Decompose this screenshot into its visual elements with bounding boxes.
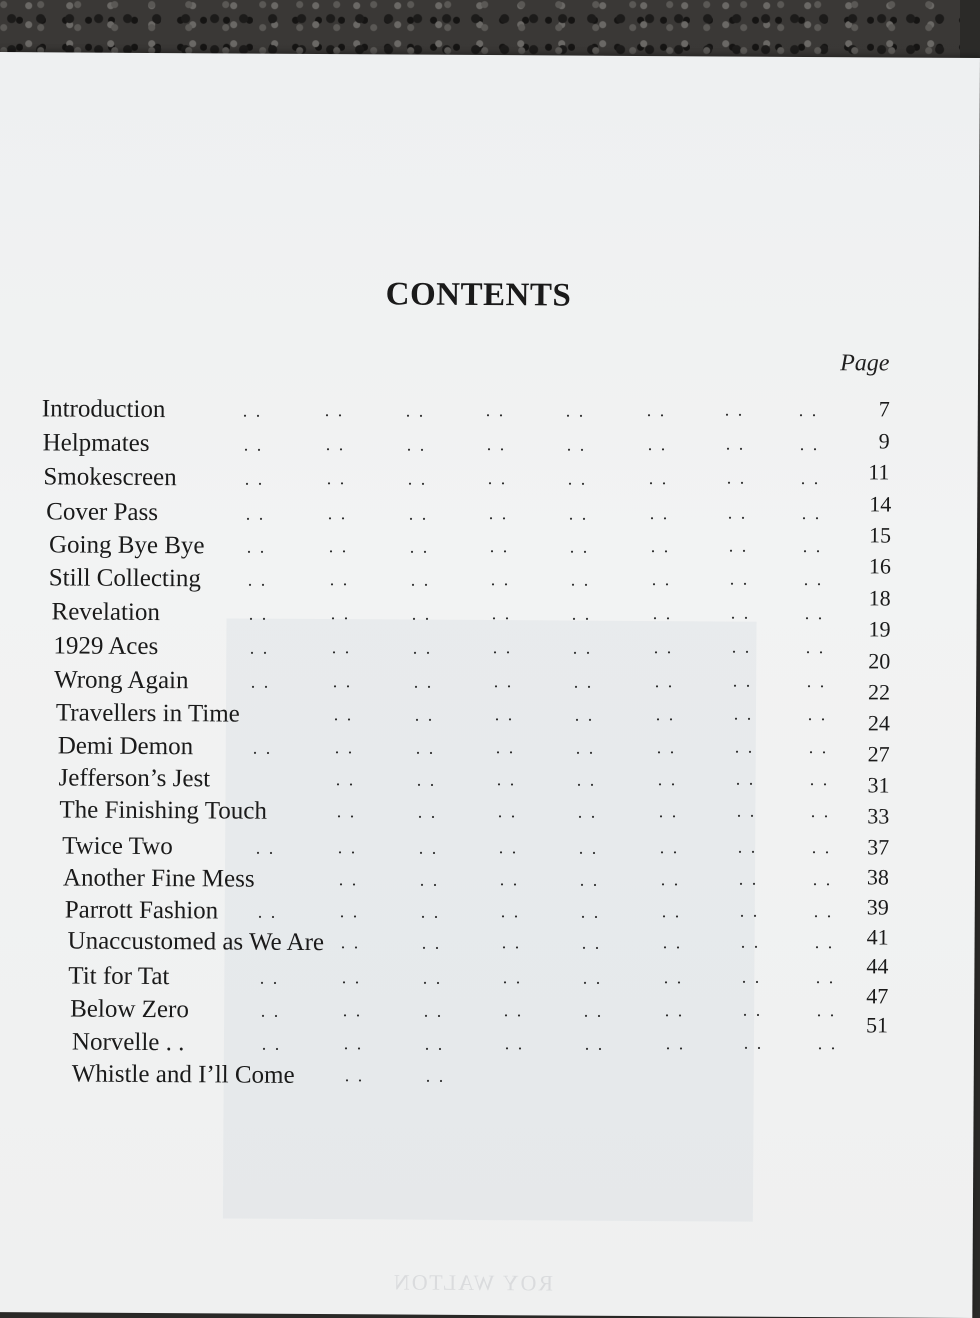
- dot-leader: . .: [248, 603, 269, 624]
- contents-entry-title: Smokescreen: [43, 463, 177, 492]
- dot-leader: . .: [805, 636, 826, 657]
- contents-page-number: 33: [867, 803, 890, 829]
- dot-leader: . .: [574, 704, 595, 725]
- dot-leader: . .: [247, 569, 268, 590]
- dot-leader: . .: [743, 1033, 764, 1054]
- dot-leader: . .: [582, 967, 603, 988]
- dot-leader: . .: [810, 800, 831, 821]
- contents-page-number: 47: [866, 983, 889, 1009]
- dot-leader: . .: [648, 468, 669, 489]
- contents-page-number: 19: [868, 616, 891, 642]
- dot-leader: . .: [569, 536, 590, 557]
- contents-page-number: 15: [868, 522, 892, 548]
- contents-entry-title: Introduction: [41, 395, 166, 424]
- dot-leader: . .: [815, 966, 836, 987]
- dot-leader: . .: [739, 900, 760, 922]
- dot-leader: . .: [727, 502, 748, 524]
- dot-leader: . .: [423, 1000, 444, 1021]
- dot-leader: . .: [500, 901, 521, 922]
- dot-leader: . .: [737, 836, 758, 858]
- dot-leader: . .: [568, 503, 589, 524]
- dot-leader: . .: [738, 868, 759, 890]
- dot-leader: . .: [647, 434, 668, 455]
- dot-leader: . .: [646, 400, 667, 421]
- dot-leader: . .: [807, 703, 828, 724]
- dot-leader: . .: [488, 503, 509, 524]
- dot-leader: . .: [498, 837, 519, 858]
- dot-leader: . .: [418, 837, 439, 858]
- dot-leader: . .: [663, 967, 684, 988]
- dot-leader: . .: [410, 569, 431, 590]
- dot-leader: . .: [576, 769, 597, 790]
- contents-entry-title: Another Fine Mess: [62, 864, 255, 893]
- dot-leader: . .: [334, 737, 355, 758]
- dot-leader: . .: [420, 901, 441, 922]
- dot-leader: . .: [724, 399, 745, 421]
- dot-leader: . .: [406, 434, 427, 455]
- dot-leader: . .: [259, 967, 280, 988]
- dot-leader: . .: [728, 535, 749, 557]
- dot-leader: . .: [419, 869, 440, 890]
- dot-leader: . .: [665, 1033, 686, 1054]
- dot-leader: . .: [417, 801, 438, 822]
- dot-leader: . .: [655, 704, 676, 725]
- dot-leader: . .: [257, 901, 278, 922]
- dot-leader: . .: [496, 769, 517, 790]
- contents-entry-title: Going Bye Bye: [48, 531, 205, 560]
- dot-leader: . .: [649, 503, 670, 524]
- contents-entry-title: Still Collecting: [48, 564, 201, 593]
- dot-leader: . .: [332, 671, 353, 692]
- contents-entry-title: Twice Two: [62, 832, 173, 861]
- contents-entry-title: Parrott Fashion: [64, 896, 219, 925]
- dot-leader: . .: [340, 932, 361, 953]
- dot-leader: . .: [801, 502, 822, 523]
- contents-page-number: 9: [878, 428, 890, 454]
- dot-leader: . .: [242, 400, 263, 421]
- dot-leader: . .: [489, 536, 510, 557]
- contents-entry-title: 1929 Aces: [53, 632, 159, 661]
- dot-leader: . .: [581, 932, 602, 953]
- contents-entry-title: Revelation: [51, 598, 160, 627]
- contents-entry-title: Jefferson’s Jest: [58, 764, 211, 793]
- contents-page-number: 51: [865, 1012, 889, 1038]
- dot-leader: . .: [579, 869, 600, 890]
- dot-leader: . .: [584, 1033, 605, 1054]
- dot-leader: . .: [415, 737, 436, 758]
- dot-leader: . .: [809, 768, 830, 789]
- dot-leader: . .: [577, 801, 598, 822]
- dot-leader: . .: [494, 704, 515, 725]
- dot-leader: . .: [817, 1032, 838, 1053]
- contents-entry-title: Demi Demon: [57, 732, 194, 761]
- dot-leader: . .: [260, 1000, 281, 1021]
- dot-leader: . .: [343, 1033, 364, 1054]
- dot-leader: . .: [740, 931, 761, 953]
- dot-leader: . .: [730, 602, 751, 624]
- contents-page-number: 24: [867, 710, 890, 736]
- dot-leader: . .: [732, 670, 753, 692]
- dot-leader: . .: [499, 869, 520, 890]
- contents-page-number: 39: [866, 894, 889, 920]
- dot-leader: . .: [658, 801, 679, 822]
- dot-leader: . .: [338, 869, 359, 890]
- dot-leader: . .: [325, 434, 346, 455]
- dot-leader: . .: [412, 637, 433, 658]
- contents-page-number: 31: [867, 772, 890, 798]
- dot-leader: . .: [408, 503, 429, 524]
- dot-leader: . .: [741, 967, 762, 988]
- bleed-through-text: ROY WALTON: [391, 1269, 554, 1296]
- dot-leader: . .: [243, 434, 264, 455]
- dot-leader: . .: [578, 837, 599, 858]
- dot-leader: . .: [806, 670, 827, 691]
- dot-leader: . .: [733, 703, 754, 725]
- dot-leader: . .: [333, 704, 354, 725]
- dot-leader: . .: [249, 637, 270, 658]
- dot-leader: . .: [731, 636, 752, 658]
- dot-leader: . .: [798, 399, 819, 420]
- dot-leader: . .: [326, 468, 347, 489]
- dot-leader: . .: [409, 536, 430, 557]
- page-column-label: Page: [840, 350, 890, 377]
- dot-leader: . .: [331, 637, 352, 658]
- contents-page-number: 44: [866, 953, 889, 979]
- contents-page-number: 14: [869, 491, 892, 517]
- dot-leader: . .: [339, 901, 360, 922]
- dot-leader: . .: [487, 468, 508, 489]
- dot-leader: . .: [816, 999, 837, 1020]
- dot-leader: . .: [735, 768, 756, 790]
- dot-leader: . .: [486, 434, 507, 455]
- dot-leader: . .: [425, 1065, 446, 1086]
- dot-leader: . .: [660, 869, 681, 890]
- dot-leader: . .: [250, 671, 271, 692]
- dot-leader: . .: [324, 400, 345, 421]
- dot-leader: . .: [341, 967, 362, 988]
- dot-leader: . .: [405, 400, 426, 421]
- dot-leader: . .: [330, 603, 351, 624]
- dot-leader: . .: [566, 434, 587, 455]
- dot-leader: . .: [804, 602, 825, 623]
- dot-leader: . .: [742, 1000, 763, 1021]
- dot-leader: . .: [811, 836, 832, 857]
- dot-leader: . .: [662, 932, 683, 953]
- dot-leader: . .: [424, 1033, 445, 1054]
- dot-leader: . .: [734, 736, 755, 758]
- dot-leader: . .: [497, 801, 518, 822]
- dot-leader: . .: [245, 503, 266, 524]
- contents-entry-title: Travellers in Time: [55, 699, 240, 728]
- dot-leader: . .: [411, 603, 432, 624]
- dot-leader: . .: [799, 433, 820, 454]
- dot-leader: . .: [657, 769, 678, 790]
- dot-leader: . .: [244, 468, 265, 489]
- contents-page-number: 38: [866, 864, 890, 890]
- contents-entry-title: Below Zero: [70, 995, 189, 1024]
- dot-leader: . .: [736, 800, 757, 822]
- contents-entry-title: Wrong Again: [54, 666, 189, 695]
- dot-leader: . .: [652, 603, 673, 624]
- dot-leader: . .: [583, 1000, 604, 1021]
- contents-entry-title: Tit for Tat: [68, 962, 170, 991]
- contents-entry-title: Cover Pass: [46, 498, 159, 527]
- dot-leader: . .: [661, 901, 682, 922]
- dot-leader: . .: [664, 1000, 685, 1021]
- dot-leader: . .: [808, 736, 829, 757]
- dot-leader: . .: [493, 671, 514, 692]
- contents-page-number: 27: [867, 741, 890, 767]
- dot-leader: . .: [490, 569, 511, 590]
- dot-leader: . .: [502, 967, 523, 988]
- contents-page-number: 16: [868, 553, 891, 579]
- contents-page-number: 18: [868, 585, 891, 611]
- dot-leader: . .: [422, 967, 443, 988]
- contents-entry-title: Helpmates: [42, 429, 150, 457]
- dot-leader: . .: [421, 932, 442, 953]
- dot-leader: . .: [492, 637, 513, 658]
- dot-leader: . .: [485, 400, 506, 421]
- contents-entry-title: The Finishing Touch: [59, 796, 267, 825]
- dot-leader: . .: [570, 569, 591, 590]
- dot-leader: . .: [504, 1033, 525, 1054]
- dot-leader: . .: [651, 569, 672, 590]
- dot-leader: . .: [729, 568, 750, 590]
- dot-leader: . .: [246, 536, 267, 557]
- dot-leader: . .: [327, 503, 348, 524]
- dot-leader: . .: [656, 737, 677, 758]
- contents-page-number: 22: [868, 679, 891, 705]
- contents-entry-title: Unaccustomed as We Are: [67, 927, 325, 957]
- dot-leader: . .: [726, 467, 747, 489]
- dot-leader: . .: [337, 837, 358, 858]
- dot-leader: . .: [416, 769, 437, 790]
- dot-leader: . .: [573, 671, 594, 692]
- contents-page-number: 20: [868, 648, 891, 674]
- dot-leader: . .: [802, 535, 823, 556]
- dot-leader: . .: [335, 769, 356, 790]
- dot-leader: . .: [814, 931, 835, 952]
- dot-leader: . .: [491, 603, 512, 624]
- dot-leader: . .: [659, 837, 680, 858]
- dot-leader: . .: [572, 637, 593, 658]
- dot-leader: . .: [580, 901, 601, 922]
- dot-leader: . .: [329, 569, 350, 590]
- contents-page-number: 7: [878, 396, 890, 422]
- dot-leader: . .: [565, 400, 586, 421]
- dot-leader: . .: [501, 932, 522, 953]
- contents-page-number: 37: [867, 834, 890, 860]
- dot-leader: . .: [407, 468, 428, 489]
- dot-leader: . .: [567, 468, 588, 489]
- book-page: [0, 52, 980, 1318]
- contents-entry-title: Norvelle . .: [71, 1028, 185, 1057]
- contents-page-number: 41: [866, 924, 889, 950]
- dot-leader: . .: [653, 637, 674, 658]
- dot-leader: . .: [575, 737, 596, 758]
- contents-page-number: 11: [868, 459, 890, 485]
- dot-leader: . .: [654, 671, 675, 692]
- dot-leader: . .: [252, 737, 273, 758]
- dot-leader: . .: [261, 1033, 282, 1054]
- dot-leader: . .: [725, 433, 746, 455]
- dot-leader: . .: [255, 837, 276, 858]
- dot-leader: . .: [800, 467, 821, 488]
- contents-heading: CONTENTS: [385, 276, 572, 314]
- dot-leader: . .: [803, 568, 824, 589]
- dot-leader: . .: [495, 737, 516, 758]
- dot-leader: . .: [328, 536, 349, 557]
- dot-leader: . .: [571, 603, 592, 624]
- dot-leader: . .: [650, 536, 671, 557]
- dot-leader: . .: [413, 671, 434, 692]
- dot-leader: . .: [812, 868, 833, 889]
- contents-entry-title: Whistle and I’ll Come: [71, 1060, 295, 1089]
- dot-leader: . .: [336, 801, 357, 822]
- dot-leader: . .: [344, 1065, 365, 1086]
- dot-leader: . .: [503, 1000, 524, 1021]
- dot-leader: . .: [813, 900, 834, 921]
- dot-leader: . .: [342, 1000, 363, 1021]
- dot-leader: . .: [414, 704, 435, 725]
